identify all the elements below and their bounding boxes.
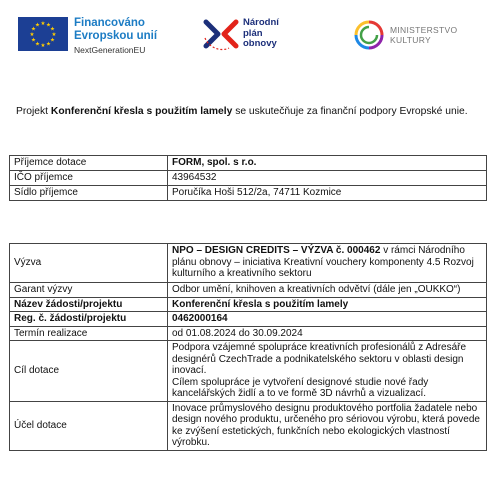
eu-flag-icon [18, 17, 68, 51]
ministry-logo-line1: MINISTERSTVO [390, 25, 458, 35]
table-row [10, 341, 487, 402]
ministry-of-culture-logo [354, 20, 457, 50]
recipient-value: FORM, spol. s r.o. [168, 156, 487, 171]
eu-star-icon: ★ [50, 26, 55, 33]
project-table [9, 243, 487, 451]
table-row [10, 244, 487, 283]
nazev-value: Konferenční křesla s použitím lamely [168, 297, 487, 312]
table-row [10, 156, 487, 171]
table-row [10, 283, 487, 298]
eu-star-icon: ★ [40, 43, 46, 49]
eu-star-icon: ★ [31, 26, 36, 33]
table-row [10, 401, 487, 450]
eu-star-icon: ★ [46, 22, 51, 29]
table-row [10, 186, 487, 201]
npo-logo [203, 14, 279, 54]
garant-value: Odbor umění, knihoven a kreativních odvětví (dále jen „OUKKO“) [168, 283, 487, 298]
table-row [10, 326, 487, 341]
table-row [10, 297, 487, 312]
cil-value-p1: Podpora vzájemné spolupráce kreativních profesionálů z Adresáře designérů CzechTrade a podnikatelského sektoru v oblasti design inovací. [172, 342, 467, 376]
ministry-logo-line2: KULTURY [390, 35, 431, 45]
reg-label: Reg. č. žádosti/projektu [10, 312, 168, 327]
eu-star-icon: ★ [35, 41, 40, 48]
ico-label: IČO příjemce [10, 171, 168, 186]
intro-paragraph [16, 104, 486, 119]
termin-value: od 01.08.2024 do 30.09.2024 [168, 326, 487, 341]
eu-star-icon: ★ [40, 21, 46, 27]
vyzva-label: Výzva [10, 244, 168, 283]
intro-suffix: se uskutečňuje za finanční podpory Evropské unie. [232, 106, 468, 117]
npo-logo-line3: obnovy [243, 38, 277, 50]
recipient-table [9, 155, 487, 201]
vyzva-value-rest: v rámci Národního plánu obnovy – iniciativa Kreativní vouchery komponenty 4.5 Rozvoj kulturního a kreativního sektoru [172, 245, 474, 279]
ucel-value: Inovace průmyslového designu produktového portfolia žadatele nebo design nového produktu, určeného pro sériovou výrobu, která povede ke zvýšení estetických, funkčních nebo ekologických vlastností výrobku. [168, 401, 487, 450]
vyzva-value [168, 244, 487, 283]
eu-star-icon: ★ [31, 37, 36, 44]
npo-arrows-icon [203, 14, 239, 54]
address-value: Poručíka Hoši 512/2a, 74711 Kozmice [168, 186, 487, 201]
eu-star-icon: ★ [46, 41, 51, 48]
eu-star-icon: ★ [51, 32, 57, 38]
eu-funding-logo [18, 17, 157, 57]
reg-value: 0462000164 [168, 312, 487, 327]
ico-value: 43964532 [168, 171, 487, 186]
vyzva-value-bold: NPO – DESIGN CREDITS – VÝZVA č. 000462 [172, 245, 381, 256]
table-row [10, 171, 487, 186]
logo-header [0, 0, 500, 70]
eu-star-icon: ★ [50, 37, 55, 44]
nazev-label: Název žádosti/projektu [10, 297, 168, 312]
cil-value [168, 341, 487, 402]
cil-label: Cíl dotace [10, 341, 168, 402]
eu-star-icon: ★ [29, 32, 35, 38]
ministry-ring-icon [354, 20, 384, 50]
cil-value-p2: Cílem spolupráce je vytvoření designové studie nové řady kancelářských židlí a to ve formě 3D návrhů a vizualizací. [172, 376, 429, 399]
table-row [10, 312, 487, 327]
npo-logo-line2: plán [243, 27, 263, 39]
address-label: Sídlo příjemce [10, 186, 168, 201]
garant-label: Garant výzvy [10, 283, 168, 298]
termin-label: Termín realizace [10, 326, 168, 341]
npo-logo-line1: Národní [243, 17, 279, 29]
recipient-label: Příjemce dotace [10, 156, 168, 171]
eu-star-icon: ★ [35, 22, 40, 29]
eu-logo-line2: Evropskou unií [74, 30, 158, 42]
ucel-label: Účel dotace [10, 401, 168, 450]
eu-logo-line1: Financováno [74, 17, 145, 29]
intro-prefix: Projekt [16, 106, 51, 117]
eu-logo-line3: NextGenerationEU [74, 45, 146, 55]
intro-project-name: Konferenční křesla s použitím lamely [50, 106, 233, 117]
